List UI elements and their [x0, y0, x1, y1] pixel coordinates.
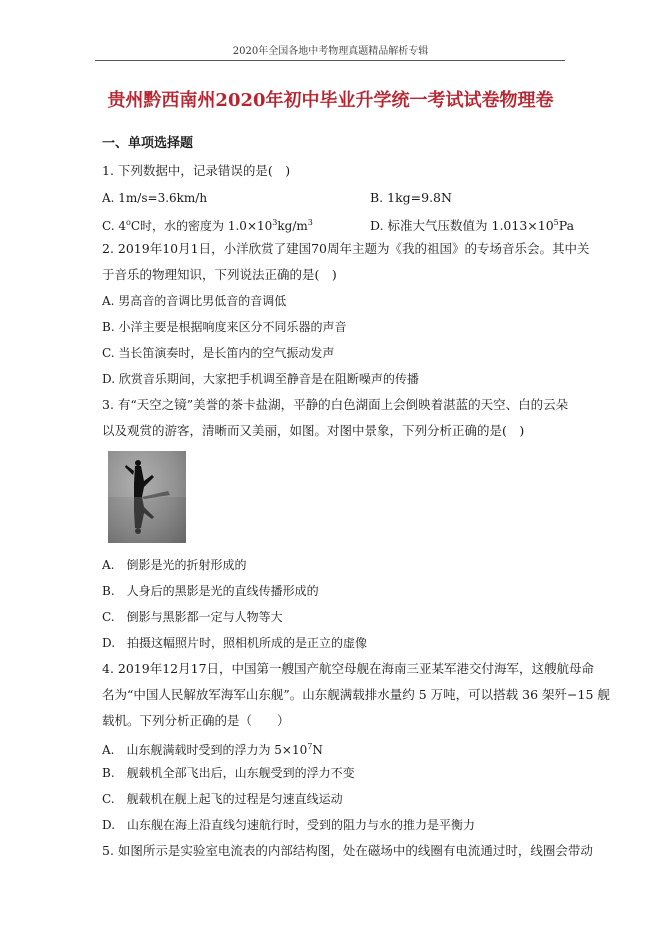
page-header: 2020年全国各地中考物理真题精品解析专辑	[232, 46, 429, 57]
section-heading: 一、单项选择题	[102, 136, 194, 151]
question-2-option-c: C. 当长笛演奏时，是长笛内的空气振动发声	[102, 346, 335, 360]
question-2-option-d: D. 欣赏音乐期间，大家把手机调至静音是在阻断噪声的传播	[102, 372, 419, 386]
document-title: 贵州黔西南州2020年初中毕业升学统一考试试卷物理卷	[107, 90, 554, 111]
question-3-option-b: B. 人身后的黑影是光的直线传播形成的	[102, 584, 319, 598]
salt-lake-photo	[108, 451, 186, 543]
question-3-option-d: D. 拍摄这幅照片时，照相机所成的是正立的虚像	[102, 636, 368, 650]
question-2-stem-line-1: 2. 2019年10月1日，小洋欣赏了建国70周年主题为《我的祖国》的专场音乐会。其中关	[102, 241, 590, 256]
question-1-stem: 1. 下列数据中，记录错误的是( )	[102, 163, 291, 178]
question-4-stem-line-3: 载机。下列分析正确的是（ ）	[102, 713, 290, 728]
question-3-option-c: C. 倒影与黑影都一定与人物等大	[102, 610, 283, 624]
header-divider	[95, 60, 565, 61]
question-4-option-c: C. 舰载机在舰上起飞的过程是匀速直线运动	[102, 792, 343, 806]
question-4-option-a: A. 山东舰满载时受到的浮力为 $5\times 10^7N$	[102, 742, 323, 757]
question-4-stem-line-2: 名为“中国人民解放军海军山东舰”。山东舰满载排水量约 5 万吨，可以搭载 36 架歼−15 舰	[102, 687, 610, 702]
question-4-option-b: B. 舰载机全部飞出后，山东舰受到的浮力不变	[102, 766, 355, 780]
question-1-option-c: C. 4$^o$C时，水的密度为 $1.0\times 10^3kg/m^3$	[102, 218, 313, 233]
dancer-reflection-image	[108, 451, 186, 543]
question-4-option-d: D. 山东舰在海上沿直线匀速航行时，受到的阻力与水的推力是平衡力	[102, 818, 476, 832]
question-1-option-a: A. 1m/s=3.6km/h	[102, 191, 208, 205]
question-1-option-b: B. 1kg=9.8N	[370, 190, 452, 205]
question-3-stem-line-2: 以及观赏的游客，清晰而又美丽，如图。对图中景象，下列分析正确的是( )	[102, 423, 525, 438]
question-3-option-a: A. 倒影是光的折射形成的	[102, 558, 247, 572]
question-2-option-a: A. 男高音的音调比男低音的音调低	[102, 294, 287, 308]
question-2-option-b: B. 小洋主要是根据响度来区分不同乐器的声音	[102, 320, 347, 334]
question-5-stem-line-1: 5. 如图所示是实验室电流表的内部结构图，处在磁场中的线圈有电流通过时，线圈会带动	[102, 843, 593, 858]
question-2-stem-line-2: 于音乐的物理知识，下列说法正确的是( )	[102, 267, 337, 282]
question-3-stem-line-1: 3. 有“天空之镜”美誉的茶卡盐湖，平静的白色湖面上会倒映着湛蓝的天空、白的云朵	[102, 397, 569, 412]
question-1-option-d: D. 标准大气压数值为 $1.013\times 10^5Pa$	[370, 218, 575, 234]
question-4-stem-line-1: 4. 2019年12月17日，中国第一艘国产航空母舰在海南三亚某军港交付海军，这艘航母命	[102, 661, 595, 676]
